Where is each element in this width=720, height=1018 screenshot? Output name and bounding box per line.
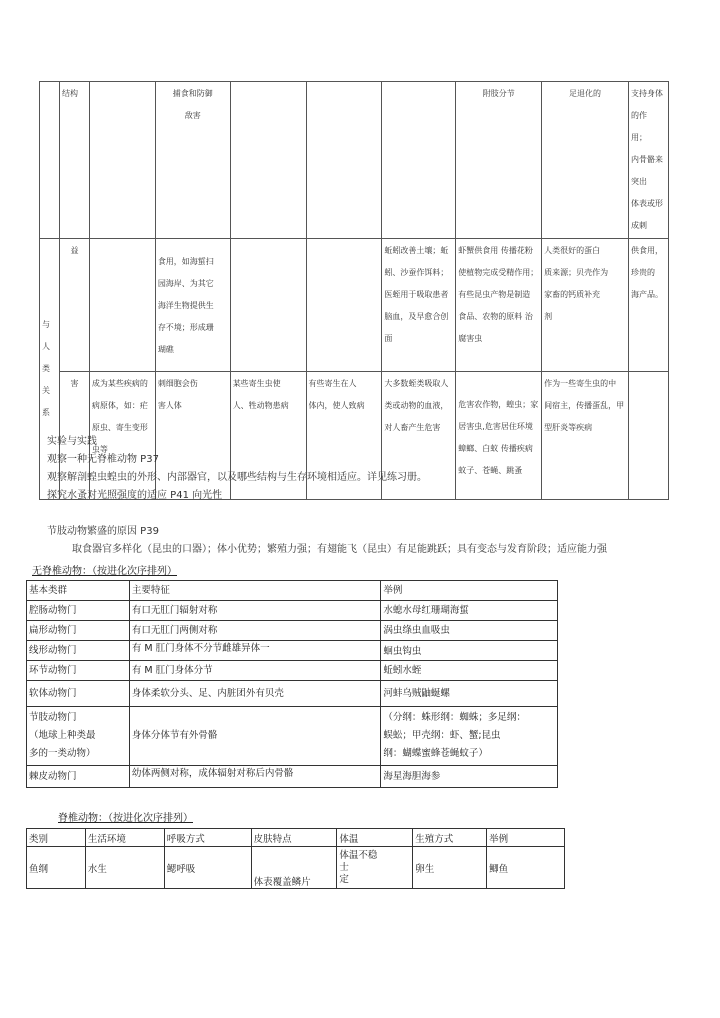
table-row [27, 847, 565, 889]
vert-header-example: 举例 [487, 829, 565, 847]
cell-empty [89, 239, 155, 372]
inv-header-row [27, 581, 558, 601]
inv-group: 棘皮动物门 [27, 766, 130, 788]
cell-empty [306, 82, 382, 239]
benefit-cnidaria: 食用，如海蜇扫 园海岸、为其它 海洋生物提供生 存不境；形成珊 瑚礁 [155, 239, 230, 372]
inv-feature: 有 M 肛门身体不分节雌雄异体一 [129, 641, 381, 661]
cell-empty [230, 239, 306, 372]
harm-arthropoda: 危害农作物，蝗虫；家 居害虫,危害居住环境 蟑螂、白蚁 传播疾病 蚊子、苍蝇、跳蚤 [456, 372, 542, 500]
inv-feature: 有口无肛门两侧对称 [129, 621, 381, 641]
practice-item-3: 探究水蚤对光照强度的适应 P41 向光性 [47, 490, 223, 501]
benefit-mollusca: 人类很好的蛋白 质来源；贝壳作为 家畜的钙质补充 剂 [542, 239, 629, 372]
inv-example: （分纲：蛛形纲：蜘蛛；多足纲： 蜈蚣；甲壳纲：虾、蟹;昆虫 纲：蝴蝶蜜蜂苍蝇蚊子） [381, 707, 558, 766]
vertebrates-title: 脊椎动物：（按进化次序排列） [58, 813, 193, 824]
top-header-row [40, 82, 669, 239]
inv-example: 蚯蚓水蛭 [381, 661, 558, 681]
vert-temperature: 体温不稳 士 定 [337, 847, 413, 889]
header-structure: 结构 [59, 82, 89, 239]
benefit-echinodermata: 供食用，珍贵的 海产品。 [628, 239, 668, 372]
invertebrates-table [26, 580, 558, 788]
table-row [27, 681, 558, 707]
inv-example: 水螅水母红珊瑚海蜇 [381, 601, 558, 621]
invertebrates-title: 无脊椎动物：（按进化次序排列） [32, 566, 177, 577]
inv-group: 扁形动物门 [27, 621, 130, 641]
table-row [27, 661, 558, 681]
inv-group: 节肢动物门 （地球上种类最 多的一类动物） [27, 707, 130, 766]
inv-feature: 幼体两侧对称，成体辐射对称后内骨骼 [129, 766, 381, 788]
inv-header-feature: 主要特征 [129, 581, 381, 601]
header-appendage: 附肢分节 [456, 82, 542, 239]
inv-example: 涡虫绦虫血吸虫 [381, 621, 558, 641]
vert-header-skin: 皮肤特点 [251, 829, 337, 847]
header-predation-defense: 捕食和防御 敌害 [155, 82, 230, 239]
cell-empty [382, 82, 456, 239]
cell-empty [40, 82, 60, 239]
benefit-row [40, 239, 669, 372]
table-row [27, 641, 558, 661]
benefit-label: 益 [59, 239, 89, 372]
benefit-annelida: 蚯蚓改善土壤；蚯 蚓、沙蚕作饵料； 医蛭用于吸取患者 脑血，及早愈合创 面 [382, 239, 456, 372]
vert-respiration: 鳃呼吸 [164, 847, 251, 889]
cell-empty [306, 239, 382, 372]
table-row [27, 621, 558, 641]
vert-header-reproduction: 生殖方式 [413, 829, 487, 847]
inv-header-example: 举例 [381, 581, 558, 601]
reason-text: 取食器官多样化（昆虫的口器）；体小优势；繁殖力强；有翅能飞（昆虫）有足能跳跃；具有变态与发育阶段；适应能力强 [72, 544, 607, 555]
harm-roundworm: 有些寄生在人 体内，使人致病 [306, 372, 382, 500]
header-support: 支持身体的作 用； 内骨骼来突出 体表或形成刺 [628, 82, 668, 239]
vert-habitat: 水生 [85, 847, 164, 889]
harm-annelida: 大多数蛭类吸取人 类或动物的血液， 对人畜产生危害 [382, 372, 456, 500]
cell-empty [628, 372, 668, 500]
table-row [27, 601, 558, 621]
harm-cnidaria: 刺细胞会伤 害人体 [155, 372, 230, 500]
vert-class: 鱼纲 [27, 847, 86, 889]
vertebrates-table [26, 828, 565, 889]
practice-item-2: 观察解剖蝗虫蝗虫的外形、内部器官，以及哪些结构与生存环境相适应。详见练习册。 [47, 472, 427, 483]
relation-label: 与人 类关 系 [40, 239, 60, 500]
vert-header-class: 类别 [27, 829, 86, 847]
inv-feature: 身体柔软分头、足、内脏团外有贝壳 [129, 681, 381, 707]
inv-group: 腔肠动物门 [27, 601, 130, 621]
harm-protozoa: 成为某些疾病的 病原体，如：疟 原虫、寄生变形 虫等 [89, 372, 155, 500]
reason-title: 节肢动物繁盛的原因 P39 [47, 526, 159, 537]
inv-group: 软体动物门 [27, 681, 130, 707]
practice-title: 实验与实践 [47, 436, 97, 447]
cell-empty [89, 82, 155, 239]
table-row [27, 766, 558, 788]
harm-mollusca: 作为一些寄生虫的中 间宿主，传播蛋乱，甲 型肝炎等疾病 [542, 372, 629, 500]
vert-header-habitat: 生活环境 [85, 829, 164, 847]
inv-group: 线形动物门 [27, 641, 130, 661]
benefit-arthropoda: 虾蟹供食用 传播花粉 使植物完成受精作用； 有些昆虫产物是制造 食品、农物的原料 治 腐害虫 [456, 239, 542, 372]
vert-reproduction: 卵生 [413, 847, 487, 889]
inv-group: 环节动物门 [27, 661, 130, 681]
vert-header-temperature: 体温 [337, 829, 413, 847]
inv-example: 蛔虫钩虫 [381, 641, 558, 661]
vert-header-row [27, 829, 565, 847]
vert-example: 鲫鱼 [487, 847, 565, 889]
inv-example: 海星海胆海参 [381, 766, 558, 788]
cell-empty [230, 82, 306, 239]
inv-header-group: 基本类群 [27, 581, 130, 601]
inv-example: 河蚌乌贼鼬蜒螺 [381, 681, 558, 707]
harm-flatworm: 某些寄生虫使 人、牲动物患病 [230, 372, 306, 500]
inv-feature: 有 M 肛门身体分节 [129, 661, 381, 681]
practice-item-1: 观察一种无脊椎动物 P37 [47, 454, 159, 465]
inv-feature: 有口无肛门辐射对称 [129, 601, 381, 621]
vert-header-respiration: 呼吸方式 [164, 829, 251, 847]
top-relations-table [39, 81, 669, 500]
inv-feature: 身体分体节有外骨骼 [129, 707, 381, 766]
table-row [27, 707, 558, 766]
harm-label: 害 [59, 372, 89, 500]
header-foot-degenerated: 足退化的 [542, 82, 629, 239]
vert-skin: 体表覆盖鳞片 [251, 847, 337, 889]
